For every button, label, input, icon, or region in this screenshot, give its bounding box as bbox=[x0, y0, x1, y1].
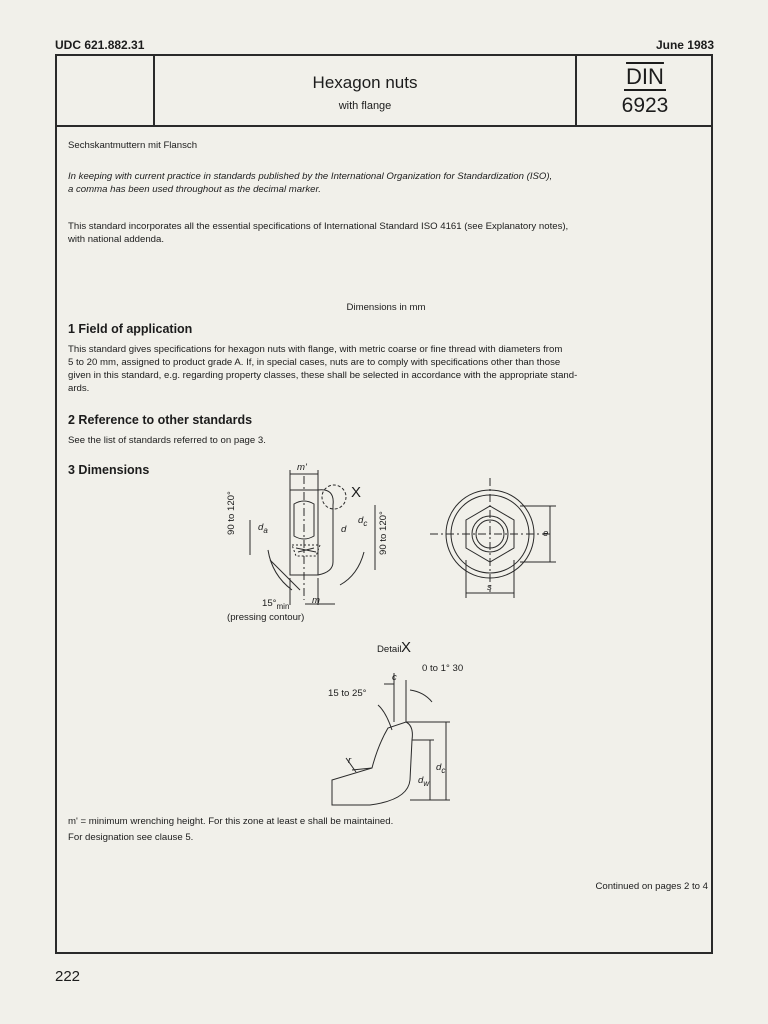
section-2-heading: 2 Reference to other standards bbox=[68, 413, 253, 427]
label-da: $d_a$ bbox=[258, 522, 268, 535]
label-m-prime: m' bbox=[297, 462, 307, 473]
nut-top-view bbox=[430, 478, 556, 598]
section-2-line-1: See the list of standards referred to on page 3. bbox=[68, 435, 266, 446]
detail-x-marker: X bbox=[401, 639, 412, 656]
label-angle-left: 90 to 120° bbox=[226, 491, 237, 535]
german-title: Sechskantmuttern mit Flansch bbox=[68, 140, 198, 151]
section-3-heading: 3 Dimensions bbox=[68, 463, 150, 477]
section-1-line-2: 5 to 20 mm, assigned to product grade A. If, in special cases, nuts are to comply with specifications other than those bbox=[68, 357, 561, 368]
label-dc-text: d bbox=[358, 515, 364, 526]
dimensions-note: Dimensions in mm bbox=[346, 302, 426, 313]
din-number: 6923 bbox=[621, 94, 669, 117]
label-dw-text: d bbox=[418, 775, 424, 786]
label-s: s bbox=[487, 582, 492, 593]
label-m: m bbox=[312, 595, 320, 606]
label-angle-0-130: 0 to 1° 30 bbox=[422, 663, 464, 674]
section-1-line-1: This standard gives specifications for hexagon nuts with flange, with metric coarse or fine thread with diameters from bbox=[68, 344, 563, 355]
iso-note-line-2: with national addenda. bbox=[68, 234, 165, 245]
publication-date: June 1983 bbox=[655, 38, 714, 52]
label-angle-15-25: 15 to 25° bbox=[328, 688, 367, 699]
din-logo-text: $\overline{DIN}$ bbox=[626, 64, 664, 89]
designation-note: For designation see clause 5. bbox=[68, 832, 194, 843]
label-r: r bbox=[348, 755, 352, 766]
page-number: 222 bbox=[55, 968, 81, 985]
continued-note: Continued on pages 2 to 4 bbox=[595, 881, 708, 892]
document-title: Hexagon nuts bbox=[312, 73, 418, 92]
label-c: c bbox=[392, 672, 397, 683]
label-angle-15 bbox=[262, 598, 289, 611]
comma-note-line-1: In keeping with current practice in standards published by the International Organization for Standardization (ISO), bbox=[68, 171, 553, 182]
detail-label: Detail bbox=[377, 644, 402, 655]
label-dc: $d_c$ bbox=[358, 515, 368, 528]
udc-number: UDC 621.882.31 bbox=[55, 38, 145, 52]
m-prime-note: m' = minimum wrenching height. For this zone at least e shall be maintained. bbox=[68, 816, 394, 827]
iso-note-line-1: This standard incorporates all the essential specifications of International Standard ISO 4161 (see Explanatory notes), bbox=[68, 221, 569, 232]
section-1-line-3: given in this standard, e.g. regarding property classes, these shall be selected in accordance with the appropriate stand- bbox=[68, 370, 578, 381]
label-min-sub: min bbox=[276, 601, 290, 611]
label-dc-detail-text: d bbox=[436, 762, 442, 773]
label-d: d bbox=[341, 524, 347, 535]
section-1-line-4: ards. bbox=[68, 383, 90, 394]
label-angle-15-text: 15° bbox=[262, 598, 277, 609]
section-1-heading: 1 Field of application bbox=[68, 322, 193, 336]
label-dw: $d_w$ bbox=[418, 775, 430, 788]
label-da-text: d bbox=[258, 522, 264, 533]
label-e: e bbox=[543, 528, 549, 539]
label-pressing-contour: (pressing contour) bbox=[227, 612, 305, 623]
comma-note-line-2: a comma has been used throughout as the decimal marker. bbox=[68, 184, 321, 195]
document-subtitle: with flange bbox=[338, 100, 392, 112]
label-angle-right: 90 to 120° bbox=[378, 511, 389, 555]
label-x-marker: X bbox=[351, 484, 362, 501]
label-dc-detail: $d_c$ bbox=[436, 762, 446, 775]
